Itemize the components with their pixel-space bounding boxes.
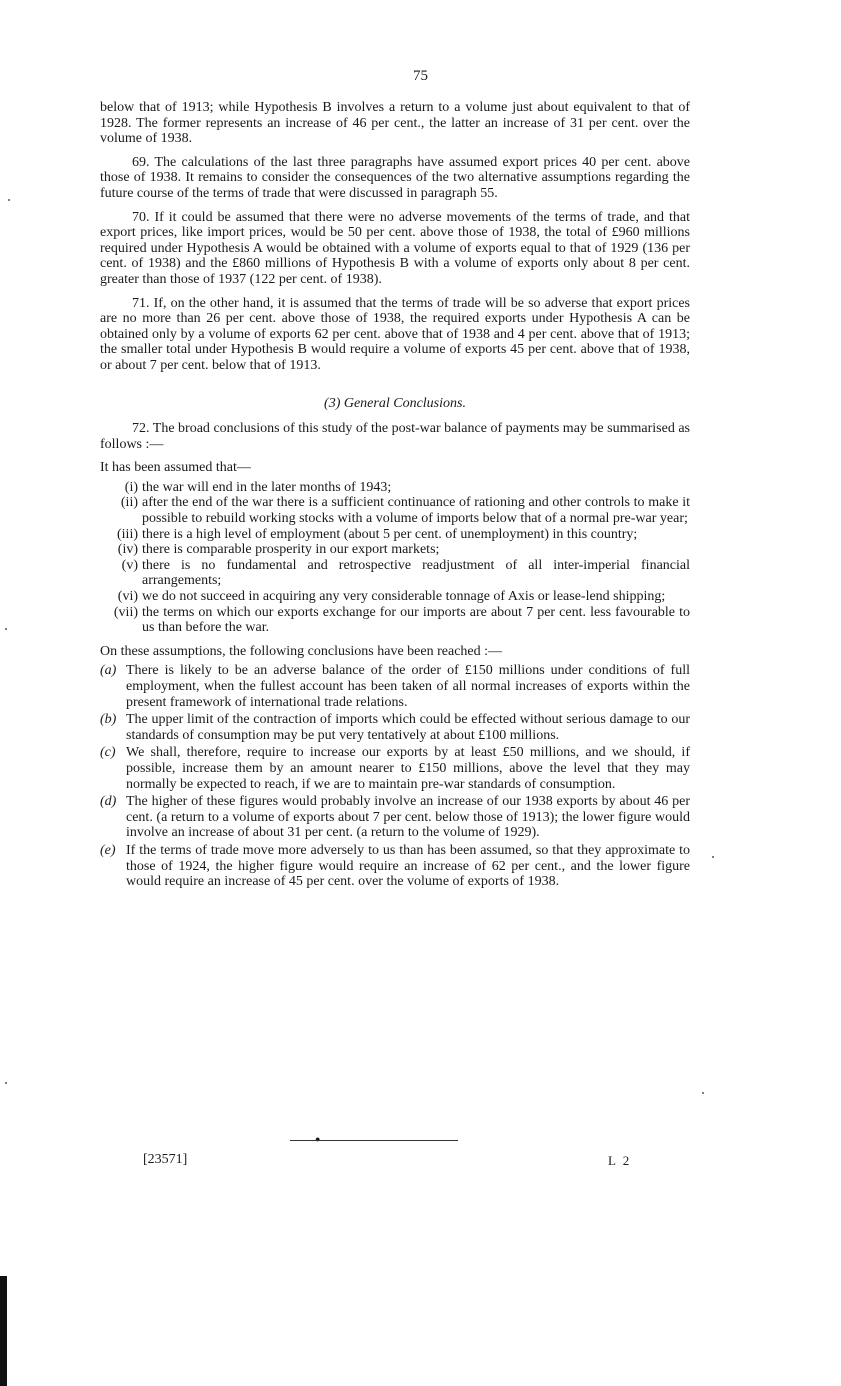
list-item-label: (e) (100, 842, 116, 858)
list-item (100, 794, 690, 841)
rule-dot: ● (315, 1134, 321, 1144)
scan-speck (5, 1082, 7, 1084)
list-item-text: there is comparable prosperity in our export markets; (142, 542, 440, 558)
assumptions-list (100, 480, 690, 636)
conclusions-list (100, 663, 690, 889)
body-text (100, 100, 690, 898)
conclusions-intro: On these assumptions, the following conclusions have been reached :— (100, 643, 503, 659)
list-item-text: There is likely to be an adverse balance of the order of £150 millions under conditions of full employment, when the fullest account has been taken of all normal increases of exports within the present framework of international trade relations. (126, 663, 690, 710)
assumptions-intro: It has been assumed that— (100, 460, 251, 476)
section-heading: (3) General Conclusions. (324, 395, 466, 411)
list-item (100, 843, 690, 890)
list-item (102, 480, 690, 496)
list-item-label: (iv) (117, 542, 138, 558)
signature-mark: L 2 (608, 1153, 632, 1168)
scan-speck (8, 199, 10, 201)
scan-speck (712, 856, 714, 858)
list-item-text: we do not succeed in acquiring any very considerable tonnage of Axis or lease-lend shipping; (142, 589, 666, 605)
list-item (102, 542, 690, 558)
scan-edge-bar (0, 1276, 7, 1386)
print-reference: [23571] (143, 1152, 188, 1167)
list-item-label: (c) (100, 745, 116, 761)
list-item (102, 495, 690, 526)
list-item (102, 558, 690, 589)
list-item-label: (vii) (113, 604, 138, 620)
paragraph-72: 72. The broad conclusions of this study of the post-war balance of payments may be summarised as follows :— (100, 421, 690, 452)
list-item (102, 527, 690, 543)
list-item-text: The upper limit of the contraction of imports which could be effected without serious damage to our standards of consumption may be put very tentatively at about £100 millions. (126, 712, 690, 743)
list-item (102, 589, 690, 605)
list-item-text: If the terms of trade move more adversely to us than has been assumed, so that they approximate to those of 1924, the higher figure would require an increase of 62 per cent., and the lower figure would require an increase of 45 per cent. over the volume of exports of 1938. (126, 842, 690, 890)
page-number: 75 (413, 68, 428, 84)
list-item-label: (vi) (117, 589, 138, 605)
list-item-text: there is no fundamental and retrospective readjustment of all inter-imperial financial arrangements; (142, 557, 690, 589)
paragraph-70: 70. If it could be assumed that there were no adverse movements of the terms of trade, and that export prices, like import prices, would be 50 per cent. above those of 1938, the total of £960 millions required under Hypothesis A would be obtained with a volume of exports equal to that of 1929 (136 per cent. of 1938) and the £860 millions of Hypothesis B with a volume of exports only about 8 per cent. greater than those of 1937 (122 per cent. of 1938). (100, 209, 690, 287)
list-item (100, 745, 690, 792)
list-item-text: after the end of the war there is a sufficient continuance of rationing and other controls to make it possible to rebuild working stocks with a volume of imports below that of a normal pre-war year; (142, 495, 690, 527)
scan-speck (702, 1092, 704, 1094)
list-item-text: the terms on which our exports exchange for our imports are about 7 per cent. less favourable to us than before the war. (142, 604, 690, 636)
list-item-text: there is a high level of employment (about 5 per cent. of unemployment) in this country; (142, 526, 638, 542)
list-item (100, 663, 690, 710)
list-item-label: (iii) (117, 526, 138, 542)
list-item-label: (ii) (120, 495, 138, 511)
list-item-text: We shall, therefore, require to increase our exports by at least £50 millions, and we should, if possible, increase them by an amount nearer to £150 millions, above the level that they may normally be expected to reach, if we are to maintain pre-war standards of consumption. (126, 745, 690, 792)
scan-speck (5, 628, 7, 630)
list-item-label: (i) (124, 479, 138, 495)
list-item-text: The higher of these figures would probably involve an increase of our 1938 exports by about 46 per cent. (a return to a volume of exports about 7 per cent. below those of 1913); the lower figure would involve an increase of about 31 per cent. (a return to the volume of 1929). (126, 794, 690, 841)
list-item-label: (v) (121, 557, 138, 573)
list-item-label: (a) (100, 663, 117, 679)
list-item (100, 712, 690, 743)
list-item-text: the war will end in the later months of 1943; (142, 479, 392, 495)
list-item-label: (b) (100, 712, 117, 728)
end-rule (290, 1140, 458, 1141)
paragraph-71: 71. If, on the other hand, it is assumed that the terms of trade will be so adverse that export prices are no more than 26 per cent. above those of 1938, the required exports under Hypothesis A can be obtained only by a volume of exports 62 per cent. above that of 1938 and 4 per cent. above that of 1913; the smaller total under Hypothesis B would require a volume of exports 45 per cent. above that of 1938, or about 7 per cent. below that of 1913. (100, 295, 690, 373)
paragraph-69: 69. The calculations of the last three paragraphs have assumed export prices 40 per cent. above those of 1938. It remains to consider the consequences of the two alternative assumptions regarding the future course of the terms of trade that were discussed in paragraph 55. (100, 154, 690, 201)
list-item (102, 605, 690, 636)
list-item-label: (d) (100, 794, 117, 810)
paragraph-68-continuation: below that of 1913; while Hypothesis B involves a return to a volume just about equivalent to that of 1928. The former represents an increase of 46 per cent., the latter an increase of 31 per cent. over the volume of 1938. (100, 100, 690, 147)
